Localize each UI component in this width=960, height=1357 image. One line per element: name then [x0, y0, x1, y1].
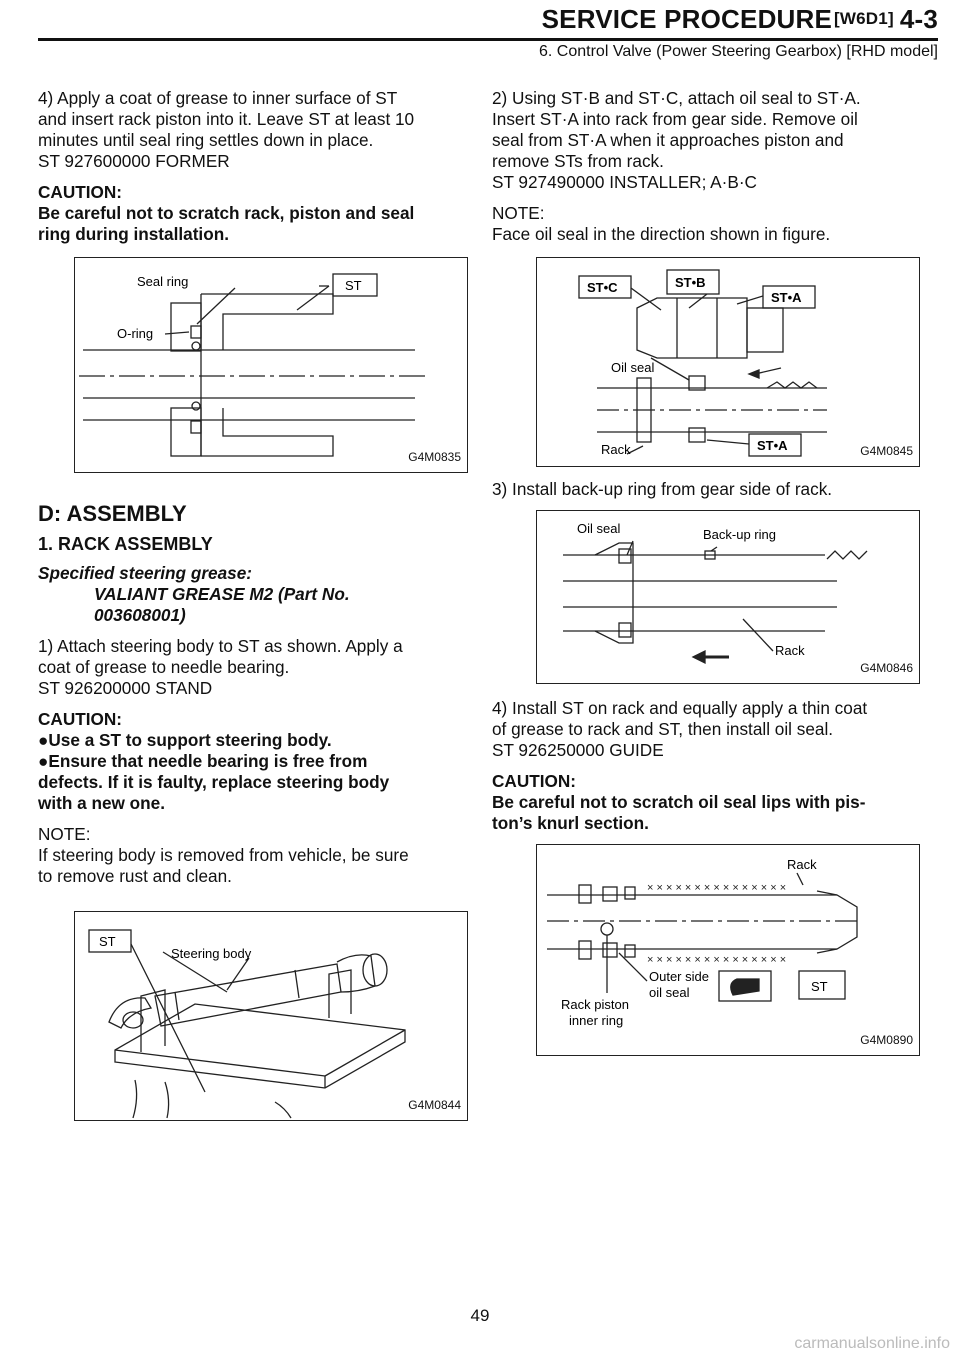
text-line: 4) Apply a coat of grease to inner surface of ST: [38, 88, 398, 108]
text-line: Be careful not to scratch rack, piston and seal: [38, 203, 415, 223]
rack-guide-diagram: [537, 845, 919, 1055]
page-number: 49: [470, 1306, 490, 1325]
bullet-icon: ●: [38, 730, 49, 750]
label-outer-seal-2: oil seal: [649, 985, 690, 1000]
text-line: 4) Install ST on rack and equally apply a thin coat: [492, 698, 868, 718]
header-rule: [38, 38, 938, 41]
text-line: of grease to rack and ST, then install oil seal.: [492, 719, 834, 739]
spec-label: Specified steering grease:: [38, 563, 252, 583]
oil-seal-install-diagram: [537, 258, 919, 466]
label-rack: Rack: [601, 442, 631, 457]
header-subtitle: 6. Control Valve (Power Steering Gearbox) [RHD model]: [539, 43, 938, 60]
right-column: [492, 88, 922, 1056]
note-label: NOTE:: [38, 824, 91, 844]
header-section: 4-3: [899, 4, 938, 34]
figure-g4m0845: [536, 257, 920, 467]
label-rack: Rack: [787, 857, 817, 872]
header-title: SERVICE PROCEDURE: [541, 4, 833, 34]
text-line: and insert rack piston into it. Leave ST at least 10: [38, 109, 415, 129]
text-line: remove STs from rack.: [492, 151, 664, 171]
spec-value: VALIANT GREASE M2 (Part No.: [94, 584, 350, 604]
label-oil-seal: Oil seal: [611, 360, 655, 375]
figure-id: G4M0846: [860, 661, 913, 675]
page-header-title: [542, 4, 938, 35]
label-st-a-bottom: ST•A: [757, 438, 788, 453]
caution-label: CAUTION:: [492, 771, 577, 791]
text-line: Be careful not to scratch oil seal lips with pis-: [492, 792, 866, 812]
label-steering-body: Steering body: [171, 946, 252, 961]
text-line: ring during installation.: [38, 224, 229, 244]
figure-id: G4M0845: [860, 444, 913, 458]
caution-2: [38, 709, 466, 814]
label-piston-1: Rack piston: [561, 997, 629, 1012]
bullet-icon: ●: [38, 751, 49, 771]
label-backup-ring: Back-up ring: [703, 527, 776, 542]
text-line: with a new one.: [38, 793, 166, 813]
label-oil-seal: Oil seal: [577, 521, 621, 536]
figure-id: G4M0835: [408, 450, 461, 464]
text-line: ton’s knurl section.: [492, 813, 649, 833]
label-piston-2: inner ring: [569, 1013, 624, 1028]
steering-body-diagram: [75, 912, 467, 1120]
label-rack: Rack: [775, 643, 805, 658]
text-line: ST 927490000 INSTALLER; A·B·C: [492, 172, 757, 192]
label-st-a-top: ST•A: [771, 290, 802, 305]
step-4b-text: [492, 698, 922, 761]
note-label: NOTE:: [492, 203, 545, 223]
watermark: carmanualsonline.info: [794, 1335, 950, 1352]
seal-ring-diagram: [75, 258, 467, 472]
figure-g4m0890: [536, 844, 920, 1056]
step-3-text: [492, 479, 922, 500]
spec-value: 003608001): [94, 605, 186, 625]
text-line: 1) Attach steering body to ST as shown. Apply a: [38, 636, 403, 656]
label-st: ST: [345, 278, 362, 293]
caution-label: CAUTION:: [38, 182, 123, 202]
label-outer-seal-1: Outer side: [649, 969, 709, 984]
figure-g4m0835: [74, 257, 468, 473]
grease-spec: [38, 563, 466, 626]
caution-item-text: Ensure that needle bearing is free from: [48, 751, 368, 771]
text-line: If steering body is removed from vehicle, be sure: [38, 845, 409, 865]
step-1-text: [38, 636, 466, 699]
text-line: seal from ST·A when it approaches piston and: [492, 130, 844, 150]
figure-id: G4M0844: [408, 1098, 461, 1112]
label-st-c: ST•C: [587, 280, 618, 295]
label-st: ST: [99, 934, 116, 949]
svg-text:× × × × × × × × × ×: × × × × × × × × × × × × × × ×: [647, 954, 787, 966]
header-code: [W6D1]: [834, 9, 894, 28]
caution-3: [492, 771, 922, 834]
text-line: 2) Using ST·B and ST·C, attach oil seal to ST·A.: [492, 88, 861, 108]
section-title: D: ASSEMBLY: [38, 501, 187, 526]
caution-item-1: [38, 730, 466, 751]
step-2-text: [492, 88, 922, 193]
text-line: Face oil seal in the direction shown in figure.: [492, 224, 831, 244]
caution-item-text: Use a ST to support steering body.: [48, 730, 332, 750]
figure-id: G4M0890: [860, 1033, 913, 1047]
label-st: ST: [811, 979, 828, 994]
subsection-title: 1. RACK ASSEMBLY: [38, 534, 213, 554]
step-4-text: [38, 88, 466, 172]
left-column: [38, 88, 466, 1121]
label-o-ring: O-ring: [117, 326, 154, 341]
note-2: [492, 203, 922, 245]
text-line: ST 926200000 STAND: [38, 678, 213, 698]
text-line: minutes until seal ring settles down in place.: [38, 130, 374, 150]
caution-1: [38, 182, 466, 245]
svg-text:× × × × × × × × × ×: × × × × × × × × × × × × × × ×: [647, 882, 787, 894]
label-seal-ring: Seal ring: [137, 274, 189, 289]
text-line: ST 926250000 GUIDE: [492, 740, 664, 760]
note-1: [38, 824, 466, 887]
figure-g4m0844: [74, 911, 468, 1121]
text-line: coat of grease to needle bearing.: [38, 657, 290, 677]
caution-label: CAUTION:: [38, 709, 123, 729]
label-st-b: ST•B: [675, 275, 706, 290]
text-line: to remove rust and clean.: [38, 866, 232, 886]
text-line: defects. If it is faulty, replace steering body: [38, 772, 390, 792]
figure-g4m0846: [536, 510, 920, 684]
text-line: 3) Install back-up ring from gear side of rack.: [492, 479, 833, 499]
caution-item-2: [38, 751, 466, 772]
text-line: ST 927600000 FORMER: [38, 151, 230, 171]
text-line: Insert ST·A into rack from gear side. Remove oil: [492, 109, 858, 129]
